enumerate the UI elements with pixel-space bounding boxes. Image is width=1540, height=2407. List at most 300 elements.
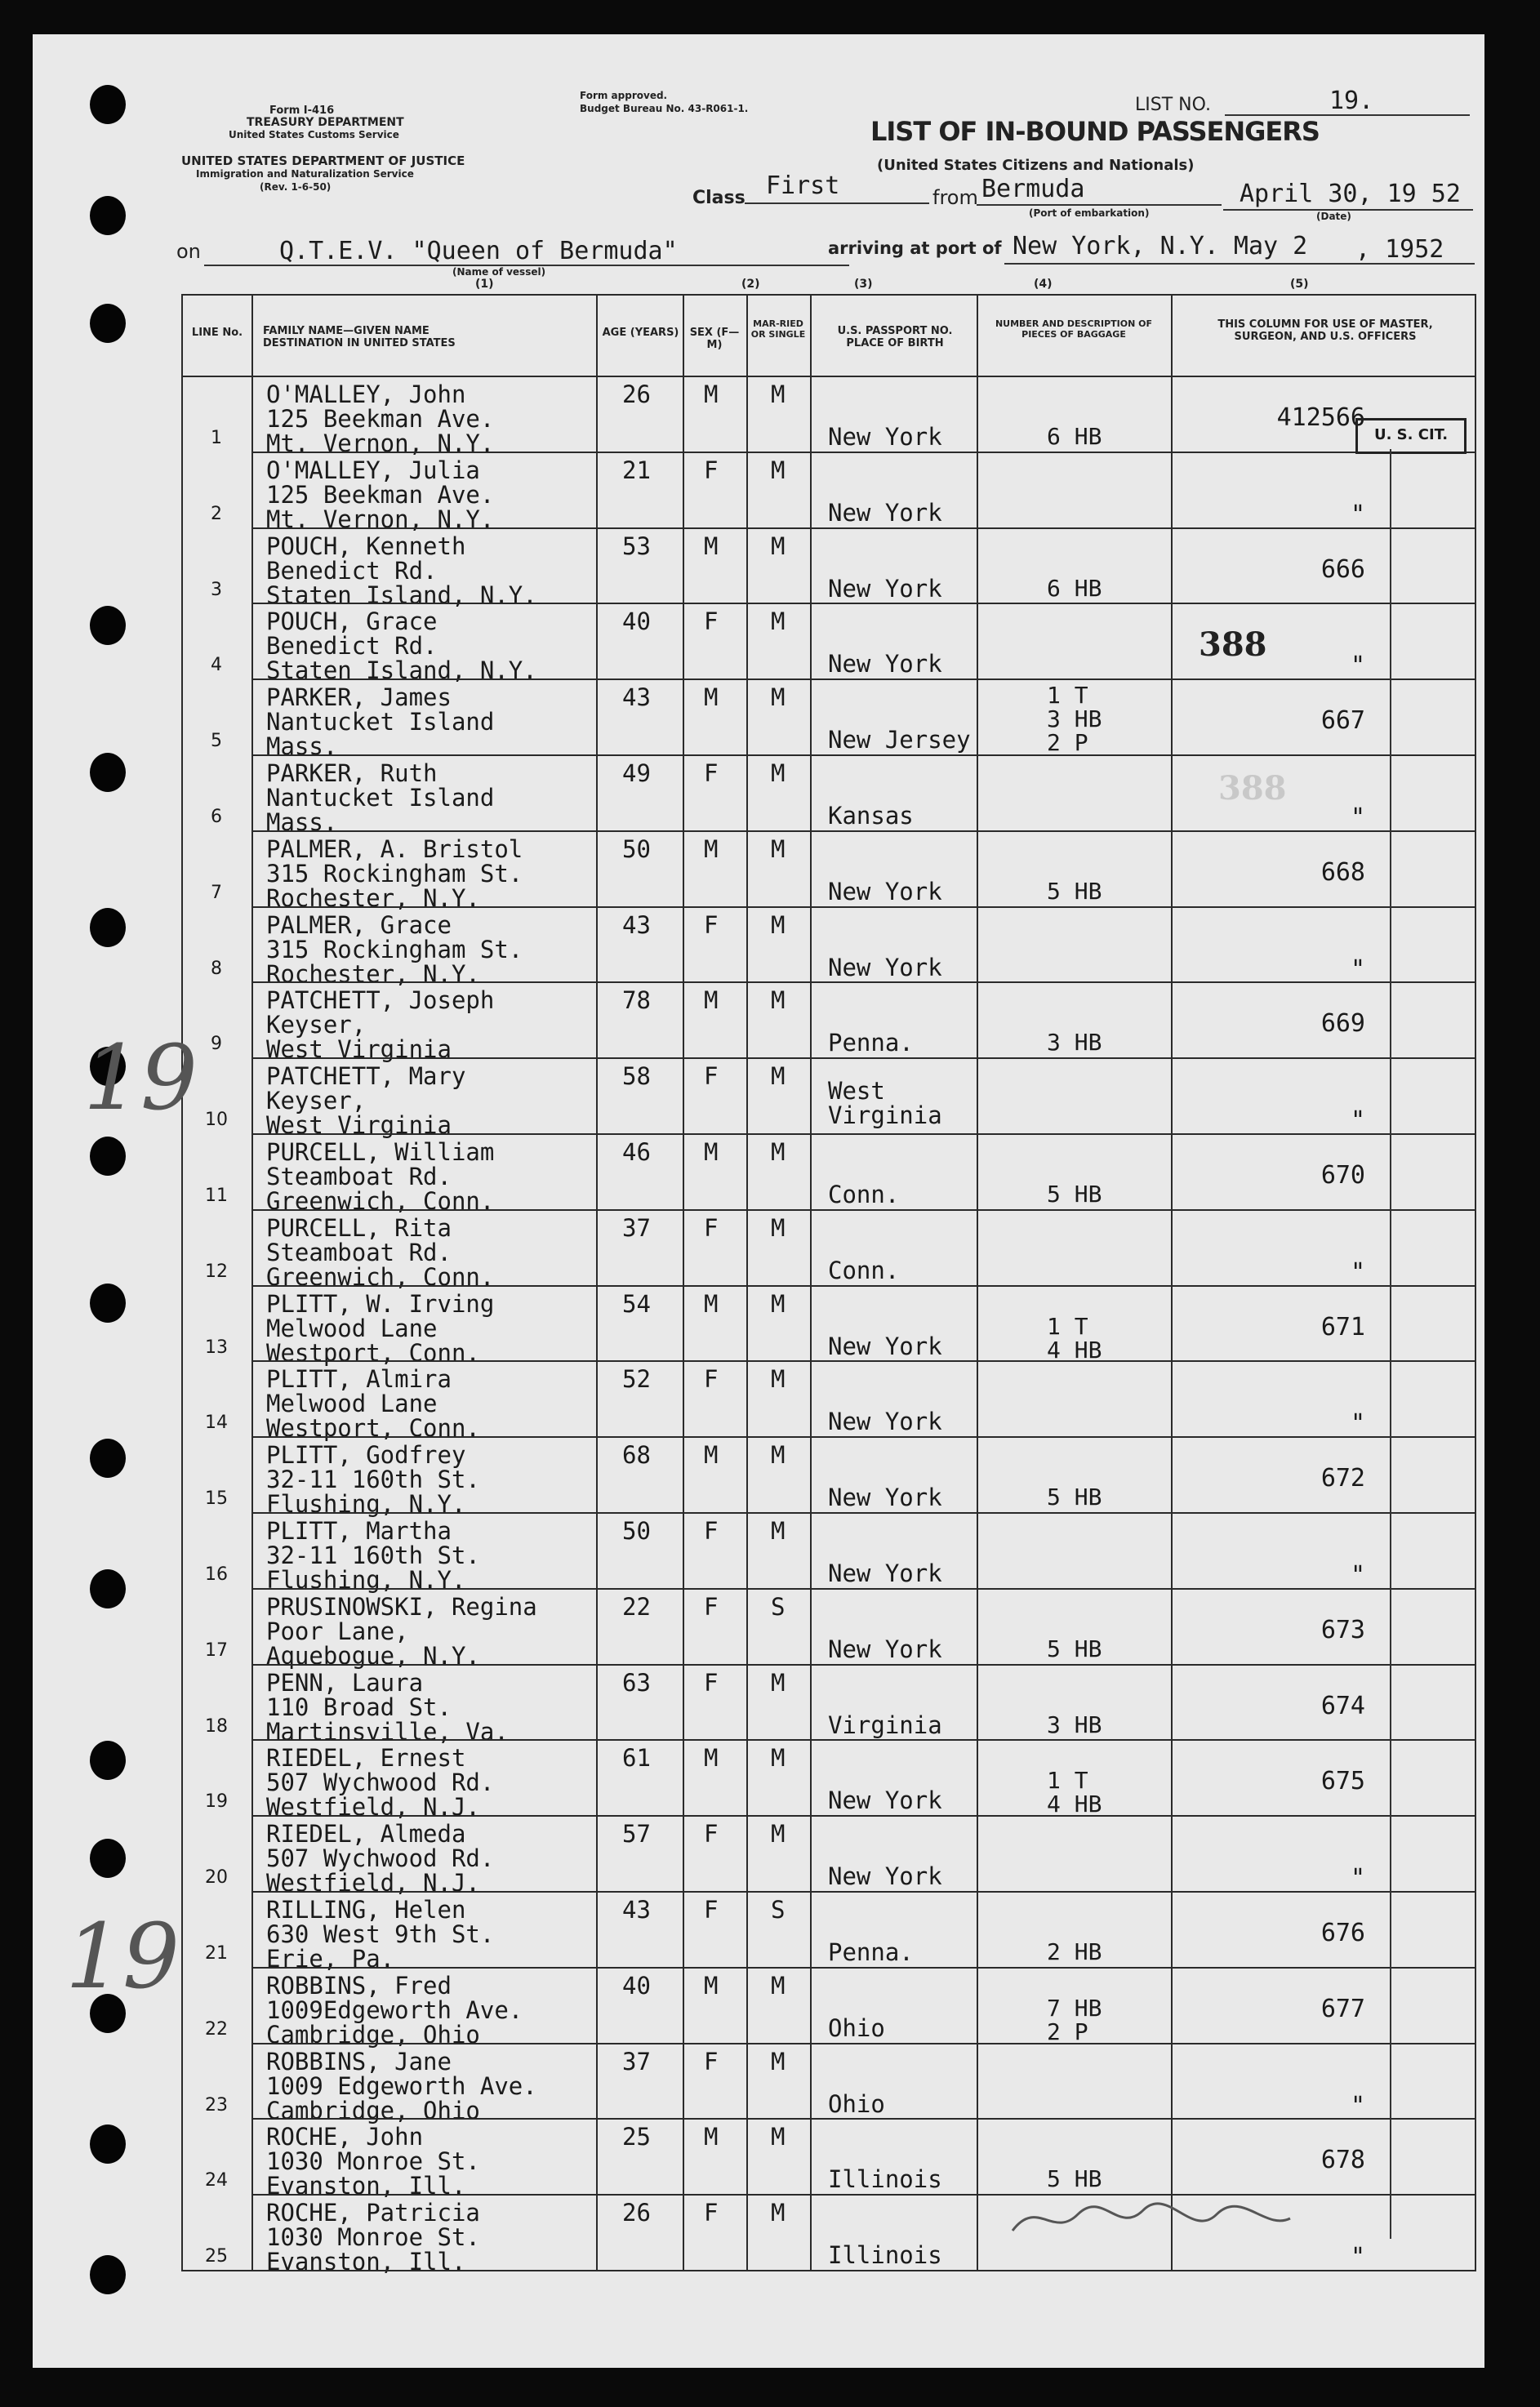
list-no-label: LIST NO. xyxy=(1135,95,1212,115)
age-value: 50 xyxy=(622,1517,651,1545)
sex-value: M xyxy=(704,1971,719,2000)
marital-status: M xyxy=(771,1820,786,1849)
address-street: Benedict Rd. xyxy=(266,632,438,661)
address-city: Aquebogue, N.Y. xyxy=(266,1641,480,1670)
marital-status: M xyxy=(771,910,786,939)
passenger-name: PARKER, James xyxy=(266,683,452,712)
address-street: Keyser, xyxy=(266,1087,367,1115)
punch-hole xyxy=(90,908,126,947)
address-street: 507 Wychwood Rd. xyxy=(266,1844,495,1873)
punch-hole xyxy=(90,196,126,235)
place-of-birth: Kansas xyxy=(828,802,914,830)
address-city: Mass. xyxy=(266,808,338,836)
officer-number: 670 xyxy=(1320,1161,1365,1190)
page-subtitle: (United States Citizens and Nationals) xyxy=(877,157,1195,174)
place-of-birth: New York xyxy=(828,877,942,905)
address-street: Benedict Rd. xyxy=(266,556,438,585)
marital-status: M xyxy=(771,1971,786,2000)
table-body xyxy=(181,376,1476,2276)
punch-hole xyxy=(90,1741,126,1780)
ins-service: Immigration and Naturalization Service xyxy=(196,168,414,180)
officer-number: 412566 xyxy=(1276,403,1365,432)
baggage: 7 HB 2 P xyxy=(1047,1994,1102,2045)
age-value: 43 xyxy=(622,683,651,712)
age-value: 40 xyxy=(622,607,651,636)
address-city: Cambridge, Ohio xyxy=(266,2096,480,2124)
address-city: Cambridge, Ohio xyxy=(266,2020,480,2049)
officer-number: 666 xyxy=(1320,554,1365,584)
from-label: from xyxy=(932,186,978,209)
port-of-embarkation: Bermuda xyxy=(981,175,1085,203)
address-city: Mass. xyxy=(266,732,338,761)
address-street: Steamboat Rd. xyxy=(266,1163,452,1190)
officer-number: " xyxy=(1350,954,1365,984)
age-value: 57 xyxy=(622,1820,651,1849)
place-of-birth: New York xyxy=(828,498,942,527)
age-value: 25 xyxy=(622,2123,651,2151)
address-street: Melwood Lane xyxy=(266,1314,438,1342)
age-value: 78 xyxy=(622,986,651,1015)
punch-hole xyxy=(90,1137,126,1176)
marital-status: M xyxy=(771,380,786,408)
table-row xyxy=(181,981,1476,1064)
age-value: 26 xyxy=(622,380,651,408)
passenger-name: PLITT, Godfrey xyxy=(266,1441,466,1470)
age-value: 43 xyxy=(622,910,651,939)
line-number: 17 xyxy=(205,1640,228,1661)
address-city: Flushing, N.Y. xyxy=(266,1566,466,1594)
sex-value: F xyxy=(704,1062,719,1091)
passenger-name: O'MALLEY, John xyxy=(266,380,466,408)
place-of-birth: Illinois xyxy=(828,2241,942,2270)
class-label: Class xyxy=(692,188,746,208)
punch-hole xyxy=(90,2255,126,2294)
passenger-name: POUCH, Grace xyxy=(266,607,438,636)
vessel-caption: (Name of vessel) xyxy=(452,266,546,278)
passenger-name: O'MALLEY, Julia xyxy=(266,456,480,484)
header-passport: U.S. PASSPORT NO. PLACE OF BIRTH xyxy=(837,325,953,349)
officer-number: " xyxy=(1350,2091,1365,2120)
officer-number: 675 xyxy=(1320,1767,1365,1796)
marital-status: M xyxy=(771,1668,786,1697)
line-number: 9 xyxy=(211,1034,222,1055)
officer-number: " xyxy=(1350,652,1365,681)
marital-status: M xyxy=(771,1289,786,1318)
header-age: AGE (YEARS) xyxy=(602,327,679,339)
address-city: Evanston, Ill. xyxy=(266,2172,466,2200)
baggage: 1 T 3 HB 2 P xyxy=(1047,682,1102,757)
table-row xyxy=(181,527,1476,609)
baggage: 5 HB xyxy=(1047,2165,1102,2193)
place-of-birth: Ohio xyxy=(828,2089,885,2118)
address-city: Westport, Conn. xyxy=(266,1414,480,1443)
passenger-name: PLITT, Martha xyxy=(266,1517,452,1545)
passenger-name: RILLING, Helen xyxy=(266,1896,466,1924)
sex-value: F xyxy=(704,1668,719,1697)
age-value: 37 xyxy=(622,2047,651,2076)
officer-number: 678 xyxy=(1320,2146,1365,2175)
passenger-name: PURCELL, William xyxy=(266,1138,495,1166)
baggage: 5 HB xyxy=(1047,1635,1102,1662)
passenger-name: RIEDEL, Ernest xyxy=(266,1744,466,1773)
table-row xyxy=(181,1815,1476,1898)
line-number: 4 xyxy=(211,655,222,676)
line-number: 7 xyxy=(211,882,222,903)
table-row xyxy=(181,1209,1476,1291)
row-divider xyxy=(251,2270,1475,2271)
line-number: 11 xyxy=(205,1186,228,1206)
age-value: 37 xyxy=(622,1213,651,1242)
punch-hole xyxy=(90,606,126,645)
marital-status: S xyxy=(771,1592,786,1621)
age-value: 53 xyxy=(622,532,651,560)
budget-bureau: Budget Bureau No. 43-R061-1. xyxy=(580,103,749,114)
line-number: 15 xyxy=(205,1488,228,1510)
punch-hole xyxy=(90,1284,126,1323)
address-city: Rochester, N.Y. xyxy=(266,883,480,912)
table-row xyxy=(181,2118,1476,2200)
line-number: 3 xyxy=(211,579,222,600)
faint-number-388: 388 xyxy=(1218,769,1287,808)
header-officers: THIS COLUMN FOR USE OF MASTER, SURGEON, AND U.S. OFFICERS xyxy=(1217,318,1433,343)
address-city: Staten Island, N.Y. xyxy=(266,581,537,609)
punch-hole xyxy=(90,2124,126,2164)
address-city: West Virginia xyxy=(266,1035,452,1064)
officer-number: " xyxy=(1350,2243,1365,2272)
line-number: 21 xyxy=(205,1943,228,1964)
arrival-year: , 1952 xyxy=(1355,235,1444,264)
marital-status: M xyxy=(771,834,786,863)
line-number: 24 xyxy=(205,2170,228,2191)
passenger-name: ROCHE, John xyxy=(266,2123,424,2151)
sex-value: M xyxy=(704,834,719,863)
marital-status: M xyxy=(771,1138,786,1166)
justice-dept: UNITED STATES DEPARTMENT OF JUSTICE xyxy=(181,153,465,168)
vessel-name: Q.T.E.V. "Queen of Bermuda" xyxy=(279,237,678,265)
address-street: 32-11 160th St. xyxy=(266,1542,480,1569)
line-number: 25 xyxy=(205,2246,228,2267)
age-value: 22 xyxy=(622,1592,651,1621)
from-underline xyxy=(977,204,1222,206)
place-of-birth: Penna. xyxy=(828,1938,914,1966)
age-value: 52 xyxy=(622,1365,651,1394)
baggage: 5 HB xyxy=(1047,877,1102,905)
officer-number: " xyxy=(1350,803,1365,832)
age-value: 50 xyxy=(622,834,651,863)
address-city: West Virginia xyxy=(266,1111,452,1140)
age-value: 61 xyxy=(622,1744,651,1773)
table-row xyxy=(181,603,1476,685)
baggage: 6 HB xyxy=(1047,423,1102,450)
age-value: 40 xyxy=(622,1971,651,2000)
address-street: Keyser, xyxy=(266,1011,367,1039)
age-value: 21 xyxy=(622,456,651,484)
margin-note-19: 19 xyxy=(83,1026,198,1130)
baggage: 3 HB xyxy=(1047,1711,1102,1738)
place-of-birth: New York xyxy=(828,574,942,603)
address-street: 1030 Monroe St. xyxy=(266,2147,480,2176)
sex-value: F xyxy=(704,607,719,636)
marital-status: M xyxy=(771,607,786,636)
marital-status: M xyxy=(771,1441,786,1470)
passenger-name: RIEDEL, Almeda xyxy=(266,1820,466,1849)
officer-number: 669 xyxy=(1320,1009,1365,1039)
header-married: MAR-RIED OR SINGLE xyxy=(750,318,806,340)
officer-number: 677 xyxy=(1320,1994,1365,2023)
sex-value: F xyxy=(704,1592,719,1621)
header-sex: SEX (F—M) xyxy=(689,327,740,351)
table-row xyxy=(181,678,1476,761)
arrival-underline xyxy=(1004,263,1475,265)
punch-hole xyxy=(90,1439,126,1478)
place-of-birth: New York xyxy=(828,1862,942,1891)
passenger-name: ROBBINS, Fred xyxy=(266,1971,452,2000)
line-number: 13 xyxy=(205,1337,228,1358)
marital-status: M xyxy=(771,1744,786,1773)
address-city: Evanston, Ill. xyxy=(266,2248,466,2276)
officer-number: " xyxy=(1350,1561,1365,1590)
address-street: Steamboat Rd. xyxy=(266,1238,452,1266)
us-citizen-stamp: U. S. CIT. xyxy=(1355,418,1467,454)
table-row xyxy=(181,906,1476,988)
officer-number: 676 xyxy=(1320,1919,1365,1947)
header-name: FAMILY NAME—GIVEN NAME DESTINATION IN UNITED STATES xyxy=(263,325,456,349)
sex-value: M xyxy=(704,1744,719,1773)
colnum-4: (4) xyxy=(1034,278,1053,291)
marital-status: M xyxy=(771,456,786,484)
age-value: 43 xyxy=(622,1896,651,1924)
officer-number: 671 xyxy=(1320,1312,1365,1341)
treasury-dept: TREASURY DEPARTMENT xyxy=(247,116,404,129)
line-number: 19 xyxy=(205,1791,228,1813)
passenger-name: PRUSINOWSKI, Regina xyxy=(266,1592,537,1621)
form-approved: Form approved. xyxy=(580,90,668,101)
line-number: 5 xyxy=(211,731,222,752)
address-city: Mt. Vernon, N.Y. xyxy=(266,429,495,457)
line-number: 12 xyxy=(205,1261,228,1282)
age-value: 26 xyxy=(622,2199,651,2227)
list-no-value: 19. xyxy=(1329,87,1374,115)
passenger-name: PALMER, Grace xyxy=(266,910,452,939)
marital-status: S xyxy=(771,1896,786,1924)
verification-line xyxy=(1390,449,1391,2239)
marital-status: M xyxy=(771,683,786,712)
margin-note-19: 19 xyxy=(65,1904,180,2009)
sex-value: F xyxy=(704,1365,719,1394)
address-street: Nantucket Island xyxy=(266,708,495,736)
sex-value: F xyxy=(704,759,719,787)
date-caption: (Date) xyxy=(1316,211,1351,222)
sex-value: F xyxy=(704,456,719,484)
manifest-sheet xyxy=(33,34,1484,2368)
stamp-number-388: 388 xyxy=(1199,625,1267,664)
address-city: Greenwich, Conn. xyxy=(266,1262,495,1291)
table-row xyxy=(181,1588,1476,1670)
sex-value: M xyxy=(704,683,719,712)
place-of-birth: Illinois xyxy=(828,2165,942,2194)
place-of-birth: New York xyxy=(828,1484,942,1512)
address-street: 507 Wychwood Rd. xyxy=(266,1769,495,1797)
address-city: Greenwich, Conn. xyxy=(266,1187,495,1215)
baggage: 2 HB xyxy=(1047,1938,1102,1965)
passenger-name: PATCHETT, Mary xyxy=(266,1062,466,1091)
line-number: 8 xyxy=(211,958,222,979)
place-of-birth: New York xyxy=(828,953,942,981)
table-row xyxy=(181,1967,1476,2049)
address-street: 1030 Monroe St. xyxy=(266,2223,480,2252)
revision: (Rev. 1-6-50) xyxy=(260,181,332,193)
passenger-name: PATCHETT, Joseph xyxy=(266,986,495,1015)
baggage: 3 HB xyxy=(1047,1029,1102,1057)
sex-value: M xyxy=(704,1138,719,1166)
baggage: 5 HB xyxy=(1047,1484,1102,1511)
address-street: Nantucket Island xyxy=(266,784,495,812)
baggage: 5 HB xyxy=(1047,1181,1102,1208)
place-of-birth: Ohio xyxy=(828,2013,885,2042)
officer-number: 672 xyxy=(1320,1464,1365,1493)
punch-hole xyxy=(90,85,126,124)
line-number: 1 xyxy=(211,428,222,448)
marital-status: M xyxy=(771,1213,786,1242)
passenger-name: POUCH, Kenneth xyxy=(266,532,466,560)
age-value: 54 xyxy=(622,1289,651,1318)
place-of-birth: New York xyxy=(828,1635,942,1663)
table-row xyxy=(181,830,1476,912)
sex-value: M xyxy=(704,380,719,408)
place-of-birth: New York xyxy=(828,1559,942,1587)
marital-status: M xyxy=(771,2123,786,2151)
sex-value: F xyxy=(704,1213,719,1242)
address-street: Melwood Lane xyxy=(266,1390,438,1418)
line-number: 22 xyxy=(205,2018,228,2040)
officer-number: " xyxy=(1350,1106,1365,1136)
table-row xyxy=(181,1436,1476,1519)
age-value: 49 xyxy=(622,759,651,787)
form-number: Form I-416 xyxy=(269,105,335,117)
signature xyxy=(996,2190,1306,2247)
table-row xyxy=(181,376,1476,457)
address-city: Westfield, N.J. xyxy=(266,1793,480,1822)
line-number: 6 xyxy=(211,807,222,827)
passenger-name: PARKER, Ruth xyxy=(266,759,438,787)
port-caption: (Port of embarkation) xyxy=(1029,207,1150,219)
sex-value: F xyxy=(704,2047,719,2076)
age-value: 46 xyxy=(622,1138,651,1166)
line-number: 16 xyxy=(205,1564,228,1585)
officer-number: 667 xyxy=(1320,706,1365,736)
passenger-name: PLITT, Almira xyxy=(266,1365,452,1394)
marital-status: M xyxy=(771,532,786,560)
address-street: 315 Rockingham St. xyxy=(266,935,523,963)
punch-hole xyxy=(90,1569,126,1608)
address-street: 315 Rockingham St. xyxy=(266,859,523,888)
line-number: 23 xyxy=(205,2094,228,2116)
passenger-name: PALMER, A. Bristol xyxy=(266,834,523,863)
page-title: LIST OF IN-BOUND PASSENGERS xyxy=(870,116,1320,147)
sex-value: F xyxy=(704,1896,719,1924)
address-street: Poor Lane, xyxy=(266,1617,409,1645)
baggage: 1 T 4 HB xyxy=(1047,1767,1102,1818)
sex-value: F xyxy=(704,2199,719,2227)
table-row xyxy=(181,1739,1476,1822)
header-baggage: NUMBER AND DESCRIPTION OF PIECES OF BAGGAGE xyxy=(995,318,1153,340)
address-street: 110 Broad St. xyxy=(266,1693,452,1721)
table-row xyxy=(181,1057,1476,1140)
arriving-label: arriving at port of xyxy=(828,238,1002,258)
colnum-5: (5) xyxy=(1290,278,1309,291)
sex-value: M xyxy=(704,1441,719,1470)
sex-value: M xyxy=(704,532,719,560)
age-value: 58 xyxy=(622,1062,651,1091)
marital-status: M xyxy=(771,759,786,787)
sex-value: F xyxy=(704,1820,719,1849)
sex-value: M xyxy=(704,2123,719,2151)
place-of-birth: New York xyxy=(828,423,942,451)
place-of-birth: New York xyxy=(828,1408,942,1436)
place-of-birth: Conn. xyxy=(828,1181,900,1208)
marital-status: M xyxy=(771,986,786,1015)
table-top xyxy=(181,294,1476,296)
line-number: 2 xyxy=(211,503,222,524)
table-row xyxy=(181,1512,1476,1594)
marital-status: M xyxy=(771,2047,786,2076)
place-of-birth: West Virginia xyxy=(828,1077,942,1130)
class-underline xyxy=(745,202,929,204)
address-city: Mt. Vernon, N.Y. xyxy=(266,505,495,533)
officer-number: 673 xyxy=(1320,1615,1365,1644)
punch-hole xyxy=(90,304,126,343)
passenger-name: PLITT, W. Irving xyxy=(266,1289,495,1318)
baggage: 1 T 4 HB xyxy=(1047,1312,1102,1364)
manifest-table xyxy=(181,294,1476,2276)
passenger-name: PENN, Laura xyxy=(266,1668,424,1697)
address-street: 1009Edgeworth Ave. xyxy=(266,1995,523,2024)
address-street: 630 West 9th St. xyxy=(266,1920,495,1948)
address-city: Rochester, N.Y. xyxy=(266,959,480,988)
sex-value: F xyxy=(704,1517,719,1545)
place-of-birth: New York xyxy=(828,1786,942,1815)
passenger-name: PURCELL, Rita xyxy=(266,1213,452,1242)
table-row xyxy=(181,1285,1476,1367)
address-city: Erie, Pa. xyxy=(266,1945,395,1973)
colnum-1: (1) xyxy=(475,278,494,291)
marital-status: M xyxy=(771,1517,786,1545)
header-line-no: LINE No. xyxy=(191,327,243,339)
address-street: 125 Beekman Ave. xyxy=(266,480,495,509)
address-city: Staten Island, N.Y. xyxy=(266,656,537,685)
baggage: 6 HB xyxy=(1047,574,1102,602)
arrival-port-date: New York, N.Y. May 2 xyxy=(1013,232,1308,260)
age-value: 63 xyxy=(622,1668,651,1697)
place-of-birth: New York xyxy=(828,650,942,678)
officer-number: 674 xyxy=(1320,1691,1365,1720)
address-street: 125 Beekman Ave. xyxy=(266,405,495,433)
sex-value: M xyxy=(704,1289,719,1318)
line-number: 10 xyxy=(205,1110,228,1131)
table-row xyxy=(181,2043,1476,2124)
officer-number: " xyxy=(1350,1257,1365,1287)
sex-value: M xyxy=(704,986,719,1015)
officer-number: " xyxy=(1350,500,1365,529)
place-of-birth: Penna. xyxy=(828,1029,914,1057)
punch-hole xyxy=(90,753,126,792)
address-city: Flushing, N.Y. xyxy=(266,1490,466,1519)
table-row xyxy=(181,1891,1476,1973)
colnum-3: (3) xyxy=(854,278,873,291)
punch-hole xyxy=(90,1839,126,1878)
place-of-birth: Conn. xyxy=(828,1256,900,1284)
marital-status: M xyxy=(771,1365,786,1394)
